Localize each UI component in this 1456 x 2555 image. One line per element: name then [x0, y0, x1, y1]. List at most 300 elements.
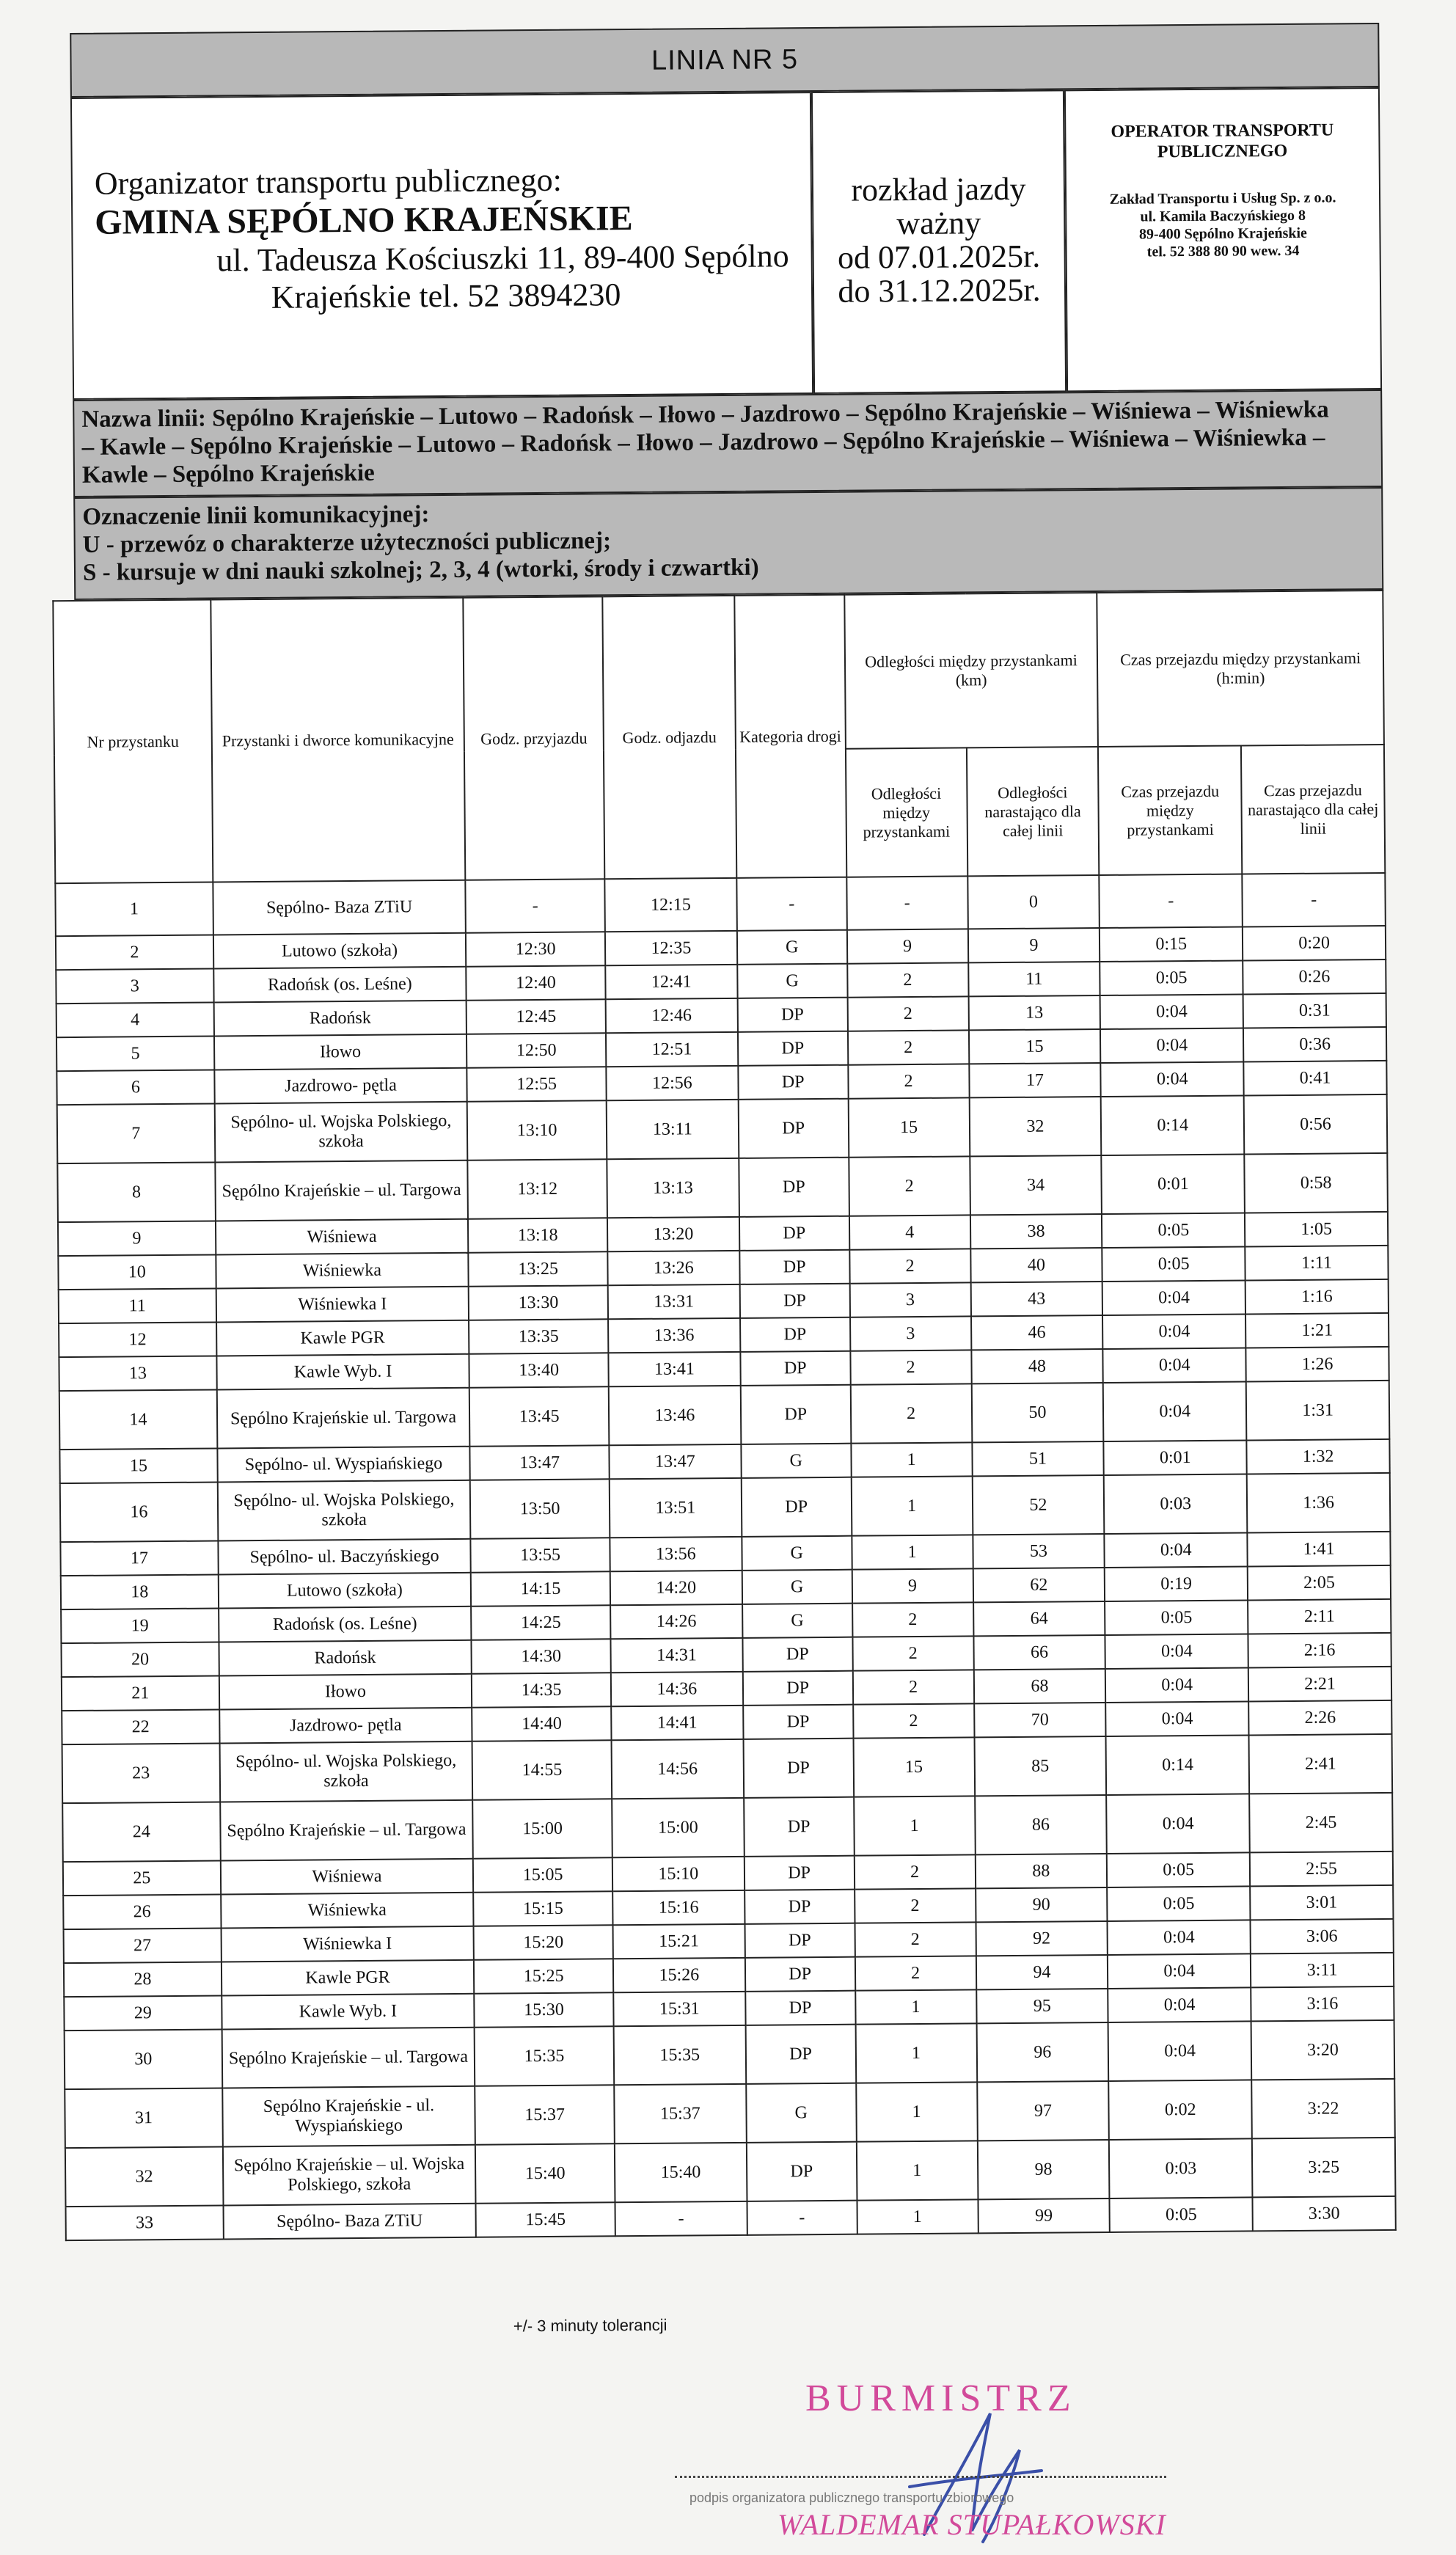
distance-between: 1 [855, 2023, 977, 2083]
col-header-time-between: Czas przejazdu między przystankami [1098, 745, 1242, 875]
table-row [65, 2079, 1395, 2148]
arrival-time: 15:30 [474, 1992, 613, 2027]
stop-number: 15 [59, 1448, 217, 1483]
time-between: 0:04 [1105, 1634, 1248, 1669]
stop-name: Lutowo (szkoła) [213, 933, 467, 969]
stop-name: Sępólno- ul. Wyspiańskiego [217, 1447, 470, 1483]
arrival-time: 15:40 [475, 2143, 615, 2203]
stop-name: Sępólno Krajeńskie – ul. Targowa [215, 1160, 468, 1221]
distance-between: 2 [855, 1922, 976, 1956]
departure-time: 12:46 [606, 998, 738, 1033]
arrival-time: 13:25 [469, 1251, 608, 1286]
distance-cumulative: 97 [977, 2081, 1109, 2141]
arrival-time: 13:47 [470, 1445, 610, 1480]
col-header-departure: Godz. odjazdu [602, 596, 736, 879]
stop-name: Wiśniewka [216, 1253, 469, 1289]
signature-caption: podpis organizatora publicznego transportu zbiorowego [689, 2490, 1014, 2505]
time-between: 0:04 [1100, 994, 1243, 1029]
time-between: 0:15 [1100, 926, 1243, 962]
organizer-address: ul. Tadeusza Kościuszki 11, 89-400 Sępólno [216, 238, 789, 279]
road-category: G [737, 964, 847, 998]
road-category: G [742, 1570, 852, 1604]
stop-name: Sępólno- ul. Wojska Polskiego, szkoła [219, 1741, 472, 1802]
departure-time: 13:47 [609, 1444, 741, 1479]
stop-number: 32 [65, 2146, 223, 2207]
distance-cumulative: 48 [971, 1349, 1103, 1383]
distance-between: 1 [857, 2199, 978, 2234]
table-row [60, 1473, 1391, 1542]
time-between: 0:04 [1105, 1667, 1248, 1703]
stop-number: 21 [62, 1675, 219, 1711]
distance-cumulative: 66 [973, 1635, 1105, 1670]
time-cumulative: 1:26 [1246, 1347, 1389, 1382]
time-cumulative: 2:16 [1248, 1633, 1391, 1668]
stop-number: 12 [59, 1322, 216, 1357]
arrival-time: 13:10 [467, 1100, 607, 1160]
distance-between: 2 [852, 1636, 973, 1670]
distance-between: 1 [854, 1796, 976, 1855]
distance-between: 1 [852, 1535, 973, 1569]
stop-number: 8 [57, 1162, 215, 1222]
departure-time: 15:26 [613, 1958, 745, 1992]
distance-between: 2 [849, 1249, 970, 1283]
time-between: 0:04 [1108, 1920, 1251, 1955]
time-cumulative: 1:41 [1247, 1532, 1390, 1567]
departure-time: 13:31 [608, 1284, 740, 1319]
time-between: 0:04 [1103, 1348, 1246, 1383]
table-row [59, 1381, 1390, 1450]
distance-cumulative: 94 [976, 1955, 1108, 1989]
road-category: DP [742, 1637, 852, 1672]
time-cumulative: 0:36 [1243, 1027, 1386, 1062]
stop-name: Radońsk (os. Leśne) [219, 1607, 472, 1642]
stop-name: Kawle PGR [216, 1320, 469, 1356]
stop-number: 18 [61, 1574, 219, 1609]
departure-time: 15:21 [613, 1924, 745, 1959]
legend-s: S - kursuje w dni nauki szkolnej; 2, 3, 4 (wtorki, środy i czwartki) [82, 554, 759, 586]
time-between: 0:03 [1104, 1474, 1247, 1534]
stop-name: Sępólno- ul. Wojska Polskiego, szkoła [214, 1102, 467, 1163]
stop-name: Sępólno Krajeńskie – ul. Targowa [220, 1800, 473, 1861]
road-category: DP [738, 1065, 848, 1100]
time-cumulative: 1:36 [1247, 1473, 1390, 1533]
stop-name: Sępólno- ul. Wojska Polskiego, szkoła [217, 1480, 470, 1541]
arrival-time: 15:05 [473, 1857, 612, 1892]
distance-cumulative: 88 [975, 1854, 1107, 1888]
stop-number: 5 [56, 1036, 214, 1071]
departure-time: 13:36 [608, 1318, 740, 1353]
stop-name: Jazdrowo- pętla [219, 1708, 472, 1744]
col-header-distance-cumulative: Odległości narastająco dla całej linii [966, 747, 1099, 876]
distance-cumulative: 98 [977, 2140, 1109, 2199]
departure-time: 13:51 [610, 1478, 742, 1538]
time-cumulative: 2:55 [1250, 1852, 1393, 1887]
validity-from: od 07.01.2025r. [837, 238, 1041, 276]
stop-name: Kawle Wyb. I [216, 1354, 469, 1390]
arrival-time: 12:50 [467, 1033, 606, 1067]
stop-name: Sępólno- Baza ZTiU [223, 2204, 476, 2240]
distance-cumulative: 40 [970, 1248, 1102, 1282]
organizer-label: Organizator transportu publicznego: [94, 161, 563, 202]
distance-cumulative: 52 [972, 1475, 1104, 1535]
departure-time: - [615, 2201, 747, 2236]
stop-number: 26 [63, 1894, 221, 1929]
stop-name: Wiśniewka [221, 1893, 474, 1929]
distance-cumulative: 32 [969, 1097, 1101, 1156]
organizer-box [70, 92, 813, 400]
distance-between: 3 [850, 1316, 971, 1350]
distance-cumulative: 50 [971, 1383, 1103, 1442]
road-category: DP [744, 1797, 854, 1857]
distance-between: 1 [851, 1442, 972, 1477]
arrival-time: 15:45 [476, 2202, 615, 2237]
distance-between: 3 [849, 1282, 970, 1317]
distance-between: 2 [847, 962, 968, 997]
departure-time: 12:56 [606, 1066, 738, 1100]
distance-between: 2 [854, 1854, 975, 1889]
time-cumulative: 2:45 [1249, 1793, 1392, 1853]
route-name-box [73, 390, 1383, 497]
time-between: 0:04 [1108, 2021, 1251, 2081]
table-row [65, 2138, 1396, 2207]
arrival-time: 15:37 [475, 2085, 614, 2144]
distance-cumulative: 99 [978, 2198, 1110, 2233]
time-cumulative: 3:01 [1250, 1885, 1393, 1920]
time-between: 0:02 [1109, 2080, 1252, 2140]
time-cumulative: 1:11 [1245, 1246, 1388, 1281]
time-cumulative: 2:41 [1249, 1734, 1392, 1794]
distance-cumulative: 15 [968, 1029, 1100, 1064]
departure-time: 12:51 [606, 1032, 738, 1067]
road-category: DP [743, 1739, 853, 1798]
operator-city: 89-400 Sępólno Krajeńskie [1138, 224, 1307, 243]
distance-between: 2 [849, 1156, 970, 1216]
departure-time: 15:35 [614, 2025, 746, 2085]
time-between: - [1100, 874, 1243, 928]
operator-company: Zakład Transportu i Usług Sp. z o.o. [1109, 189, 1336, 208]
operator-street: ul. Kamila Baczyńskiego 8 [1140, 207, 1306, 225]
road-category: - [747, 2201, 857, 2235]
departure-time: 15:10 [612, 1857, 745, 1891]
col-header-time-cumulative: Czas przejazdu narastająco dla całej linii [1241, 745, 1385, 874]
arrival-time: 13:12 [468, 1159, 607, 1218]
table-row [62, 1734, 1393, 1803]
distance-cumulative: 17 [969, 1063, 1101, 1097]
distance-between: 2 [855, 1888, 976, 1923]
stop-number: 20 [61, 1642, 219, 1677]
distance-between: 9 [846, 929, 967, 963]
time-cumulative: 3:16 [1251, 1986, 1394, 2022]
time-between: 0:04 [1105, 1701, 1248, 1736]
time-between: 0:04 [1106, 1794, 1249, 1854]
time-cumulative: 2:11 [1248, 1599, 1391, 1634]
operator-title-2: PUBLICZNEGO [1157, 141, 1288, 162]
departure-time: 13:41 [608, 1352, 740, 1386]
arrival-time: 12:30 [466, 932, 605, 966]
stop-number: 9 [58, 1221, 216, 1256]
road-category: DP [743, 1671, 853, 1706]
distance-cumulative: 64 [973, 1601, 1105, 1636]
time-between: 0:19 [1105, 1566, 1248, 1601]
time-cumulative: 3:30 [1253, 2196, 1396, 2231]
mayor-stamp: BURMISTRZ [805, 2377, 1077, 2419]
stop-number: 28 [64, 1962, 222, 1997]
operator-phone: tel. 52 388 80 90 wew. 34 [1146, 242, 1300, 260]
time-cumulative: 2:26 [1248, 1700, 1391, 1736]
distance-cumulative: 11 [968, 962, 1100, 996]
departure-time: 14:41 [611, 1706, 743, 1740]
time-between: 0:03 [1109, 2138, 1252, 2198]
table-row [65, 2020, 1395, 2089]
departure-time: 14:26 [610, 1604, 742, 1639]
timetable [52, 590, 1397, 2241]
distance-cumulative: 62 [973, 1568, 1105, 1602]
stop-number: 19 [61, 1608, 219, 1643]
stop-number: 14 [59, 1389, 217, 1450]
road-category: DP [741, 1477, 851, 1537]
distance-between: 2 [853, 1703, 974, 1738]
stop-number: 6 [56, 1070, 214, 1105]
stop-number: 22 [62, 1709, 219, 1744]
arrival-time: 14:25 [471, 1605, 610, 1640]
distance-between: 1 [851, 1476, 973, 1535]
operator-box [1064, 87, 1382, 392]
road-category: DP [739, 1250, 849, 1284]
route-line-1: Nazwa linii: Sępólno Krajeńskie – Lutowo – Radońsk – Iłowo – Jazdrowo – Sępólno Krajeńskie – Wiśniewa – Wiśniewka [81, 396, 1329, 433]
distance-cumulative: 86 [975, 1795, 1107, 1854]
arrival-time: 12:55 [467, 1067, 607, 1101]
time-between: 0:05 [1102, 1246, 1245, 1282]
departure-time: 14:56 [612, 1739, 744, 1799]
arrival-time: 15:20 [474, 1925, 613, 1959]
road-category: G [742, 1536, 852, 1571]
col-header-arrival: Godz. przyjazdu [464, 596, 605, 880]
departure-time: 13:56 [610, 1537, 742, 1571]
time-cumulative: 1:05 [1245, 1212, 1388, 1247]
arrival-time: 14:15 [471, 1571, 610, 1606]
stop-number: 16 [60, 1482, 218, 1542]
time-cumulative: 0:58 [1244, 1153, 1387, 1213]
distance-between: 2 [848, 1030, 969, 1064]
departure-time: 13:26 [607, 1251, 739, 1285]
time-cumulative: 0:26 [1243, 960, 1386, 995]
departure-time: 14:31 [610, 1638, 742, 1673]
route-line-3: Kawle – Sępólno Krajeńskie [81, 459, 375, 489]
validity-line-2: ważny [896, 205, 981, 242]
arrival-time: - [466, 879, 605, 932]
time-between: 0:05 [1100, 960, 1243, 995]
time-between: 0:14 [1101, 1095, 1244, 1155]
arrival-time: 15:35 [475, 2026, 614, 2086]
time-between: 0:05 [1107, 1886, 1250, 1921]
distance-between: 15 [848, 1097, 970, 1157]
road-category: G [737, 930, 847, 965]
departure-time: 15:16 [612, 1890, 745, 1925]
road-category: DP [745, 2025, 855, 2084]
distance-cumulative: 68 [973, 1669, 1105, 1703]
departure-time: 15:37 [614, 2084, 746, 2143]
mayor-name: WALDEMAR STUPAŁKOWSKI [778, 2508, 1166, 2541]
organizer-name: GMINA SĘPÓLNO KRAJEŃSKIE [95, 198, 633, 242]
col-header-distance-between: Odległości między przystankami [846, 748, 967, 877]
distance-between: 1 [856, 2141, 978, 2200]
arrival-time: 15:00 [472, 1799, 612, 1858]
road-category: DP [740, 1385, 850, 1444]
distance-between: 2 [850, 1383, 972, 1443]
distance-cumulative: 70 [974, 1703, 1106, 1737]
departure-time: 13:20 [607, 1217, 739, 1251]
arrival-time: 14:40 [472, 1706, 611, 1741]
operator-title-1: OPERATOR TRANSPORTU [1111, 120, 1334, 142]
arrival-time: 13:50 [470, 1479, 610, 1538]
departure-time: 13:11 [607, 1100, 739, 1159]
distance-cumulative: 90 [976, 1887, 1108, 1922]
departure-time: 14:36 [611, 1672, 743, 1706]
stop-number: 23 [62, 1743, 220, 1803]
stop-number: 3 [56, 969, 213, 1004]
distance-between: - [846, 876, 967, 929]
route-line-2: – Kawle – Sępólno Krajeńskie – Lutowo – Radońsk – Iłowo – Jazdrowo – Sępólno Krajeńskie – Wiśniewa – Wiśniewka – [81, 424, 1325, 461]
distance-cumulative: 9 [967, 928, 1100, 962]
arrival-time: 14:55 [472, 1740, 612, 1799]
road-category: - [736, 877, 846, 931]
road-category: DP [745, 1991, 855, 2025]
distance-cumulative: 13 [968, 995, 1100, 1030]
stop-name: Sępólno- Baza ZTiU [213, 880, 466, 935]
time-between: 0:04 [1102, 1314, 1245, 1349]
stop-number: 27 [64, 1928, 222, 1963]
arrival-time: 13:40 [469, 1353, 609, 1387]
distance-cumulative: 95 [976, 1989, 1108, 2023]
distance-cumulative: 53 [973, 1534, 1105, 1568]
distance-between: 2 [852, 1602, 973, 1637]
arrival-time: 13:35 [469, 1319, 608, 1353]
stop-name: Iłowo [219, 1674, 472, 1710]
time-cumulative: 3:22 [1251, 2079, 1394, 2139]
stop-name: Wiśniewka I [216, 1287, 469, 1323]
distance-between: 15 [853, 1737, 975, 1796]
distance-cumulative: 51 [972, 1441, 1104, 1476]
stop-name: Wiśniewa [216, 1219, 469, 1255]
departure-time: 15:31 [613, 1992, 745, 2026]
departure-time: 12:41 [605, 965, 737, 999]
stop-number: 33 [66, 2205, 224, 2240]
distance-cumulative: 46 [971, 1315, 1103, 1350]
table-row [57, 1153, 1388, 1222]
stop-number: 13 [59, 1356, 216, 1391]
stop-name: Radońsk [219, 1640, 472, 1676]
time-between: 0:04 [1108, 1953, 1251, 1989]
time-between: 0:04 [1100, 1028, 1243, 1063]
time-cumulative: 3:20 [1251, 2020, 1394, 2080]
time-cumulative: 3:11 [1251, 1953, 1394, 1988]
distance-cumulative: 38 [970, 1214, 1102, 1249]
departure-time: 13:46 [609, 1386, 741, 1445]
stop-number: 4 [56, 1002, 214, 1037]
time-cumulative: 2:05 [1248, 1565, 1391, 1601]
road-category: DP [738, 1099, 848, 1158]
departure-time: 15:00 [612, 1798, 744, 1857]
departure-time: 12:35 [605, 931, 737, 965]
arrival-time: 14:30 [472, 1639, 611, 1673]
arrival-time: 13:18 [468, 1218, 607, 1252]
stop-name: Radońsk [213, 1001, 467, 1037]
time-between: 0:01 [1104, 1440, 1247, 1475]
stop-name: Sępólno- ul. Baczyńskiego [218, 1539, 471, 1575]
col-header-road-category: Kategoria drogi [734, 595, 846, 878]
time-between: 0:05 [1107, 1852, 1250, 1887]
time-between: 0:04 [1108, 1987, 1251, 2022]
time-cumulative: 3:06 [1251, 1919, 1394, 1954]
stop-number: 25 [63, 1860, 221, 1896]
road-category: DP [743, 1705, 853, 1739]
time-between: 0:01 [1102, 1154, 1245, 1214]
road-category: DP [745, 1856, 855, 1890]
time-between: 0:05 [1110, 2197, 1253, 2232]
arrival-time: 15:15 [473, 1891, 612, 1926]
stop-number: 7 [57, 1103, 215, 1163]
signature-line [675, 2476, 1166, 2478]
time-between: 0:14 [1106, 1735, 1249, 1795]
legend-title: Oznaczenie linii komunikacyjnej: [82, 501, 430, 530]
stop-name: Lutowo (szkoła) [218, 1573, 471, 1609]
col-header-nr: Nr przystanku [53, 600, 213, 884]
distance-cumulative: 92 [976, 1921, 1108, 1956]
time-between: 0:05 [1105, 1600, 1248, 1635]
time-between: 0:04 [1105, 1532, 1248, 1568]
stop-name: Sępólno Krajeńskie ul. Targowa [216, 1388, 469, 1449]
road-category: DP [737, 998, 847, 1032]
distance-between: 1 [856, 2082, 978, 2141]
distance-cumulative: 43 [970, 1282, 1102, 1316]
stop-name: Kawle PGR [222, 1960, 475, 1996]
stop-name: Jazdrowo- pętla [214, 1068, 467, 1104]
stop-name: Sępólno Krajeńskie - ul. Wyspiańskiego [222, 2086, 475, 2147]
distance-between: 2 [855, 1956, 976, 1990]
distance-between: 2 [850, 1350, 971, 1384]
timetable-sheet [70, 1, 1397, 2336]
distance-between: 2 [852, 1670, 973, 1704]
stop-name: Sępólno Krajeńskie – ul. Targowa [222, 2028, 475, 2088]
arrival-time: 13:45 [469, 1386, 609, 1446]
departure-time: 14:20 [610, 1571, 742, 1605]
arrival-time: 13:55 [471, 1538, 610, 1572]
distance-cumulative: 96 [976, 2022, 1108, 2082]
distance-between: 4 [849, 1215, 970, 1249]
time-cumulative: - [1242, 873, 1385, 927]
stop-number: 29 [64, 1995, 222, 2031]
stop-number: 17 [60, 1540, 218, 1576]
table-row [57, 1094, 1388, 1163]
time-cumulative: 1:31 [1246, 1381, 1389, 1441]
stop-name: Iłowo [214, 1034, 467, 1070]
stop-number: 24 [62, 1802, 220, 1862]
stop-number: 1 [55, 882, 213, 937]
col-header-stop: Przystanki i dworce komunikacyjne [211, 598, 466, 882]
line-title: LINIA NR 5 [70, 23, 1380, 98]
validity-to: do 31.12.2025r. [838, 271, 1041, 310]
road-category: DP [739, 1284, 849, 1318]
time-between: 0:04 [1101, 1061, 1244, 1097]
road-category: DP [739, 1158, 849, 1217]
distance-between: 2 [847, 996, 968, 1031]
road-category: DP [739, 1216, 849, 1251]
validity-line-1: rozkład jazdy [851, 170, 1026, 208]
time-cumulative: 3:25 [1252, 2138, 1395, 2198]
time-between: 0:04 [1102, 1280, 1245, 1315]
legend-u: U - przewóz o charakterze użyteczności publicznej; [82, 527, 612, 558]
stop-number: 31 [65, 2088, 222, 2148]
